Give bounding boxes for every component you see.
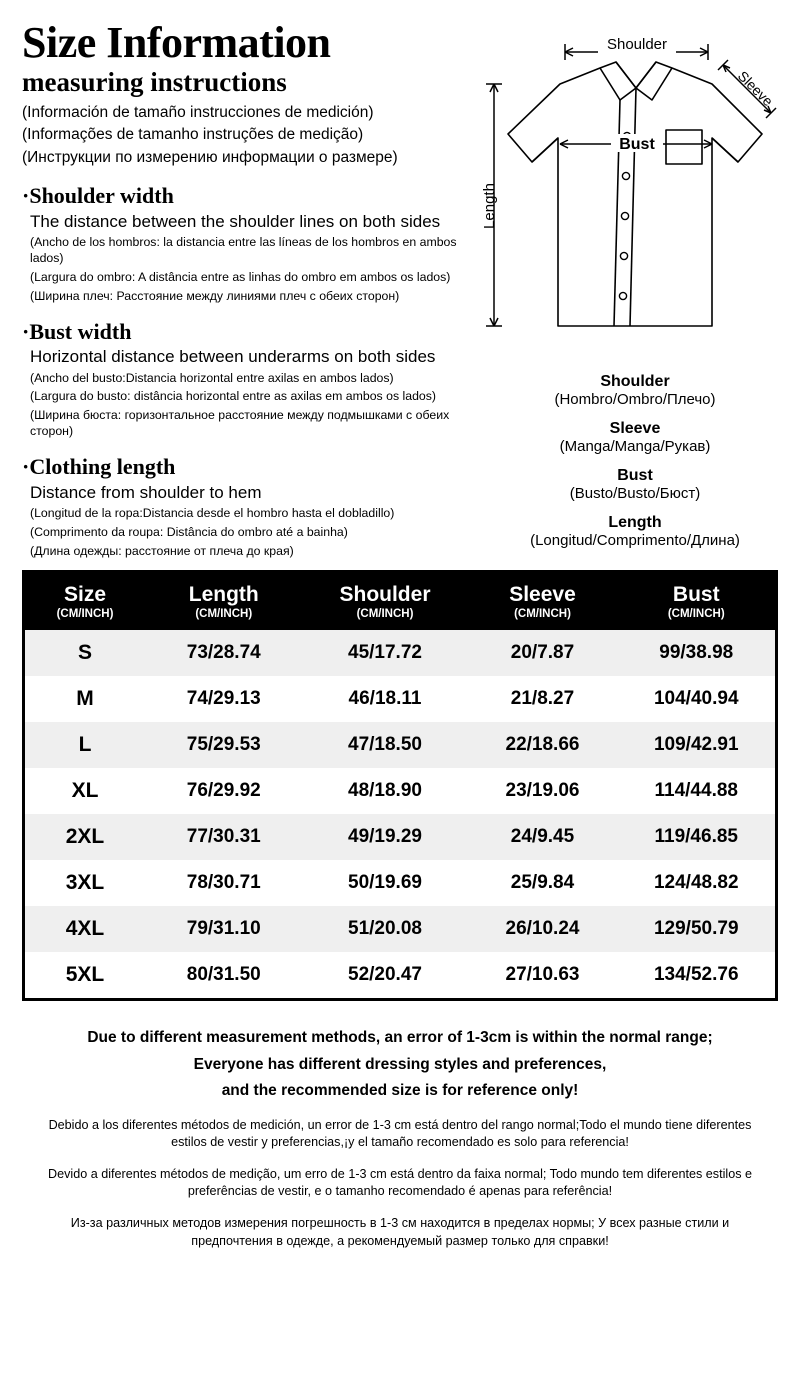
measurement-translation-ru: (Ширина плеч: Расстояние между линиями плеч с обеих сторон) [30, 288, 400, 303]
table-header-cell-size [25, 573, 145, 630]
svg-text:Sleeve: Sleeve [734, 67, 777, 110]
measurement-translation-ru: (Ширина бюста: горизонтальное расстояние между подмышками с обеих сторон) [30, 408, 450, 439]
svg-text:Length: Length [481, 183, 498, 229]
cell-size: 4XL [65, 917, 105, 941]
legend-label-en: Length [608, 513, 662, 531]
measurement-description: Distance from shoulder to hem [30, 482, 262, 502]
top-section [0, 0, 800, 560]
measurement-translation-es: (Longitud de la ropa:Distancia desde el hombro hasta el dobladillo) [30, 506, 395, 521]
legend-item [480, 419, 790, 457]
diagram-legend [480, 372, 790, 551]
measurement-translation-es: (Ancho del busto:Distancia horizontal entre axilas en ambos lados) [30, 370, 394, 385]
cell-sleeve: 22/18.66 [505, 734, 580, 756]
svg-text:Bust: Bust [619, 136, 655, 153]
table-header-cell-sleeve [468, 573, 618, 630]
cell-size: XL [71, 779, 99, 803]
cell-bust: 99/38.98 [659, 642, 734, 664]
legend-item [480, 513, 790, 551]
cell-shoulder: 49/19.29 [348, 826, 422, 848]
legend-label-en: Sleeve [609, 419, 661, 437]
column-unit: (CM/INCH) [667, 608, 725, 621]
column-title: Length [188, 583, 259, 607]
column-title: Sleeve [509, 583, 576, 607]
cell-length: 79/31.10 [186, 918, 261, 940]
measurement-title: ·Bust width [22, 318, 132, 344]
instructions-column [22, 18, 474, 560]
size-table-container [22, 570, 778, 1001]
measurement-description: The distance between the shoulder lines on both sides [30, 211, 441, 231]
disclaimer-line-1: Due to different measurement methods, an error of 1-3cm is within the normal range; [87, 1029, 713, 1047]
disclaimer-line-3: and the recommended size is for reference only! [221, 1082, 579, 1100]
cell-sleeve: 20/7.87 [510, 642, 575, 664]
column-title: Shoulder [339, 583, 431, 607]
legend-label-en: Bust [617, 466, 653, 484]
column-unit: (CM/INCH) [56, 608, 114, 621]
column-unit: (CM/INCH) [195, 608, 253, 621]
measurement-translation-pt: (Largura do ombro: A distância entre as linhas do ombro em ambos os lados) [30, 269, 451, 284]
disclaimer-spanish: Debido a los diferentes métodos de medición, un error de 1-3 cm está dentro del rango normal;Todo el mundo tiene diferentes estilos de vestir y preferencias,¡y el tamaño recomendado es solo para referencia! [48, 1117, 752, 1150]
table-row [25, 676, 775, 722]
cell-shoulder: 51/20.08 [348, 918, 422, 940]
diagram-column [474, 18, 800, 560]
measurement-title: ·Clothing length [22, 454, 176, 480]
cell-size: 3XL [65, 871, 105, 895]
measurement-bust-width [22, 319, 474, 441]
header-translation-ru: (Инструкции по измерению информации о размере) [22, 148, 398, 166]
cell-bust: 134/52.76 [653, 964, 739, 986]
cell-size: L [78, 733, 92, 757]
legend-label-translated: (Manga/Manga/Рукав) [559, 438, 711, 456]
table-row [25, 768, 775, 814]
table-row [25, 630, 775, 676]
cell-shoulder: 50/19.69 [348, 872, 422, 894]
cell-size: M [76, 687, 94, 711]
table-row [25, 814, 775, 860]
legend-label-en: Shoulder [600, 373, 670, 390]
cell-bust: 104/40.94 [653, 688, 739, 710]
cell-size: 2XL [65, 825, 105, 849]
legend-label-translated: (Busto/Busto/Бюст) [569, 485, 701, 503]
measurement-description: Horizontal distance between underarms on both sides [30, 347, 436, 367]
cell-length: 75/29.53 [186, 734, 261, 756]
measurement-translation-ru: (Длина одежды: расстояние от плеча до края) [30, 544, 294, 559]
disclaimer-portuguese: Devido a diferentes métodos de medição, um erro de 1-3 cm está dentro da faixa normal; Todo mundo tem diferentes estilos e preferências de vestir, e o tamanho recomendado é apenas para referência! [48, 1166, 752, 1199]
column-unit: (CM/INCH) [514, 608, 571, 621]
cell-shoulder: 47/18.50 [348, 734, 422, 756]
cell-bust: 109/42.91 [653, 734, 739, 756]
table-header-cell-shoulder [303, 573, 468, 630]
cell-shoulder: 52/20.47 [348, 964, 422, 986]
measurement-clothing-length [22, 454, 474, 560]
cell-sleeve: 26/10.24 [505, 918, 580, 940]
disclaimer-line-2: Everyone has different dressing styles and preferences, [193, 1055, 607, 1073]
column-title: Bust [672, 583, 720, 607]
cell-length: 78/30.71 [186, 872, 261, 894]
cell-bust: 124/48.82 [653, 872, 739, 894]
table-row [25, 860, 775, 906]
cell-length: 77/30.31 [186, 826, 261, 848]
legend-label-translated: (Hombro/Ombro/Плечо) [554, 391, 716, 409]
cell-sleeve: 27/10.63 [505, 964, 580, 986]
footer-disclaimer [30, 1027, 770, 1250]
cell-bust: 119/46.85 [654, 826, 738, 848]
cell-length: 74/29.13 [186, 688, 261, 710]
cell-shoulder: 46/18.11 [348, 688, 422, 710]
table-header-cell-length [145, 573, 303, 630]
cell-shoulder: 45/17.72 [348, 642, 422, 664]
cell-shoulder: 48/18.90 [348, 780, 422, 802]
cell-sleeve: 21/8.27 [510, 688, 575, 710]
table-header-cell-bust [618, 573, 776, 630]
table-header-row [25, 573, 775, 630]
cell-sleeve: 24/9.45 [510, 826, 575, 848]
cell-length: 80/31.50 [186, 964, 261, 986]
table-row [25, 952, 775, 998]
cell-size: 5XL [65, 963, 105, 987]
measurement-translation-pt: (Largura do busto: distância horizontal entre as axilas em ambos os lados) [30, 389, 437, 404]
column-unit: (CM/INCH) [356, 608, 414, 621]
header-translation-pt: (Informações de tamanho instruções de medição) [22, 126, 364, 144]
cell-length: 73/28.74 [186, 642, 261, 664]
shirt-diagram [480, 26, 800, 366]
table-row [25, 722, 775, 768]
measurement-shoulder-width [22, 183, 474, 305]
page-subtitle: measuring instructions [22, 67, 287, 98]
cell-sleeve: 23/19.06 [505, 780, 580, 802]
cell-length: 76/29.92 [186, 780, 261, 802]
measurement-translation-pt: (Comprimento da roupa: Distância do ombro até a bainha) [30, 525, 348, 540]
cell-bust: 129/50.79 [653, 918, 739, 940]
measurement-title: ·Shoulder width [22, 183, 174, 209]
page-title: Size Information [22, 18, 331, 67]
size-table [25, 573, 775, 998]
cell-bust: 114/44.88 [654, 780, 738, 802]
legend-item [480, 466, 790, 504]
svg-text:Shoulder: Shoulder [606, 36, 668, 53]
table-row [25, 906, 775, 952]
header-translation-es: (Información de tamaño instrucciones de medición) [22, 103, 374, 121]
cell-sleeve: 25/9.84 [510, 872, 575, 894]
column-title: Size [63, 583, 107, 607]
measurement-translation-es: (Ancho de los hombros: la distancia entre las líneas de los hombros en ambos lados) [30, 234, 457, 265]
disclaimer-russian: Из-за различных методов измерения погрешность в 1-3 см находится в пределах нормы; У всех разные стили и предпочтения в одежде, а рекомендуемый размер только для справки! [70, 1216, 730, 1248]
legend-label-translated: (Longitud/Comprimento/Длина) [530, 532, 740, 549]
cell-size: S [77, 641, 92, 665]
legend-item [480, 372, 790, 410]
